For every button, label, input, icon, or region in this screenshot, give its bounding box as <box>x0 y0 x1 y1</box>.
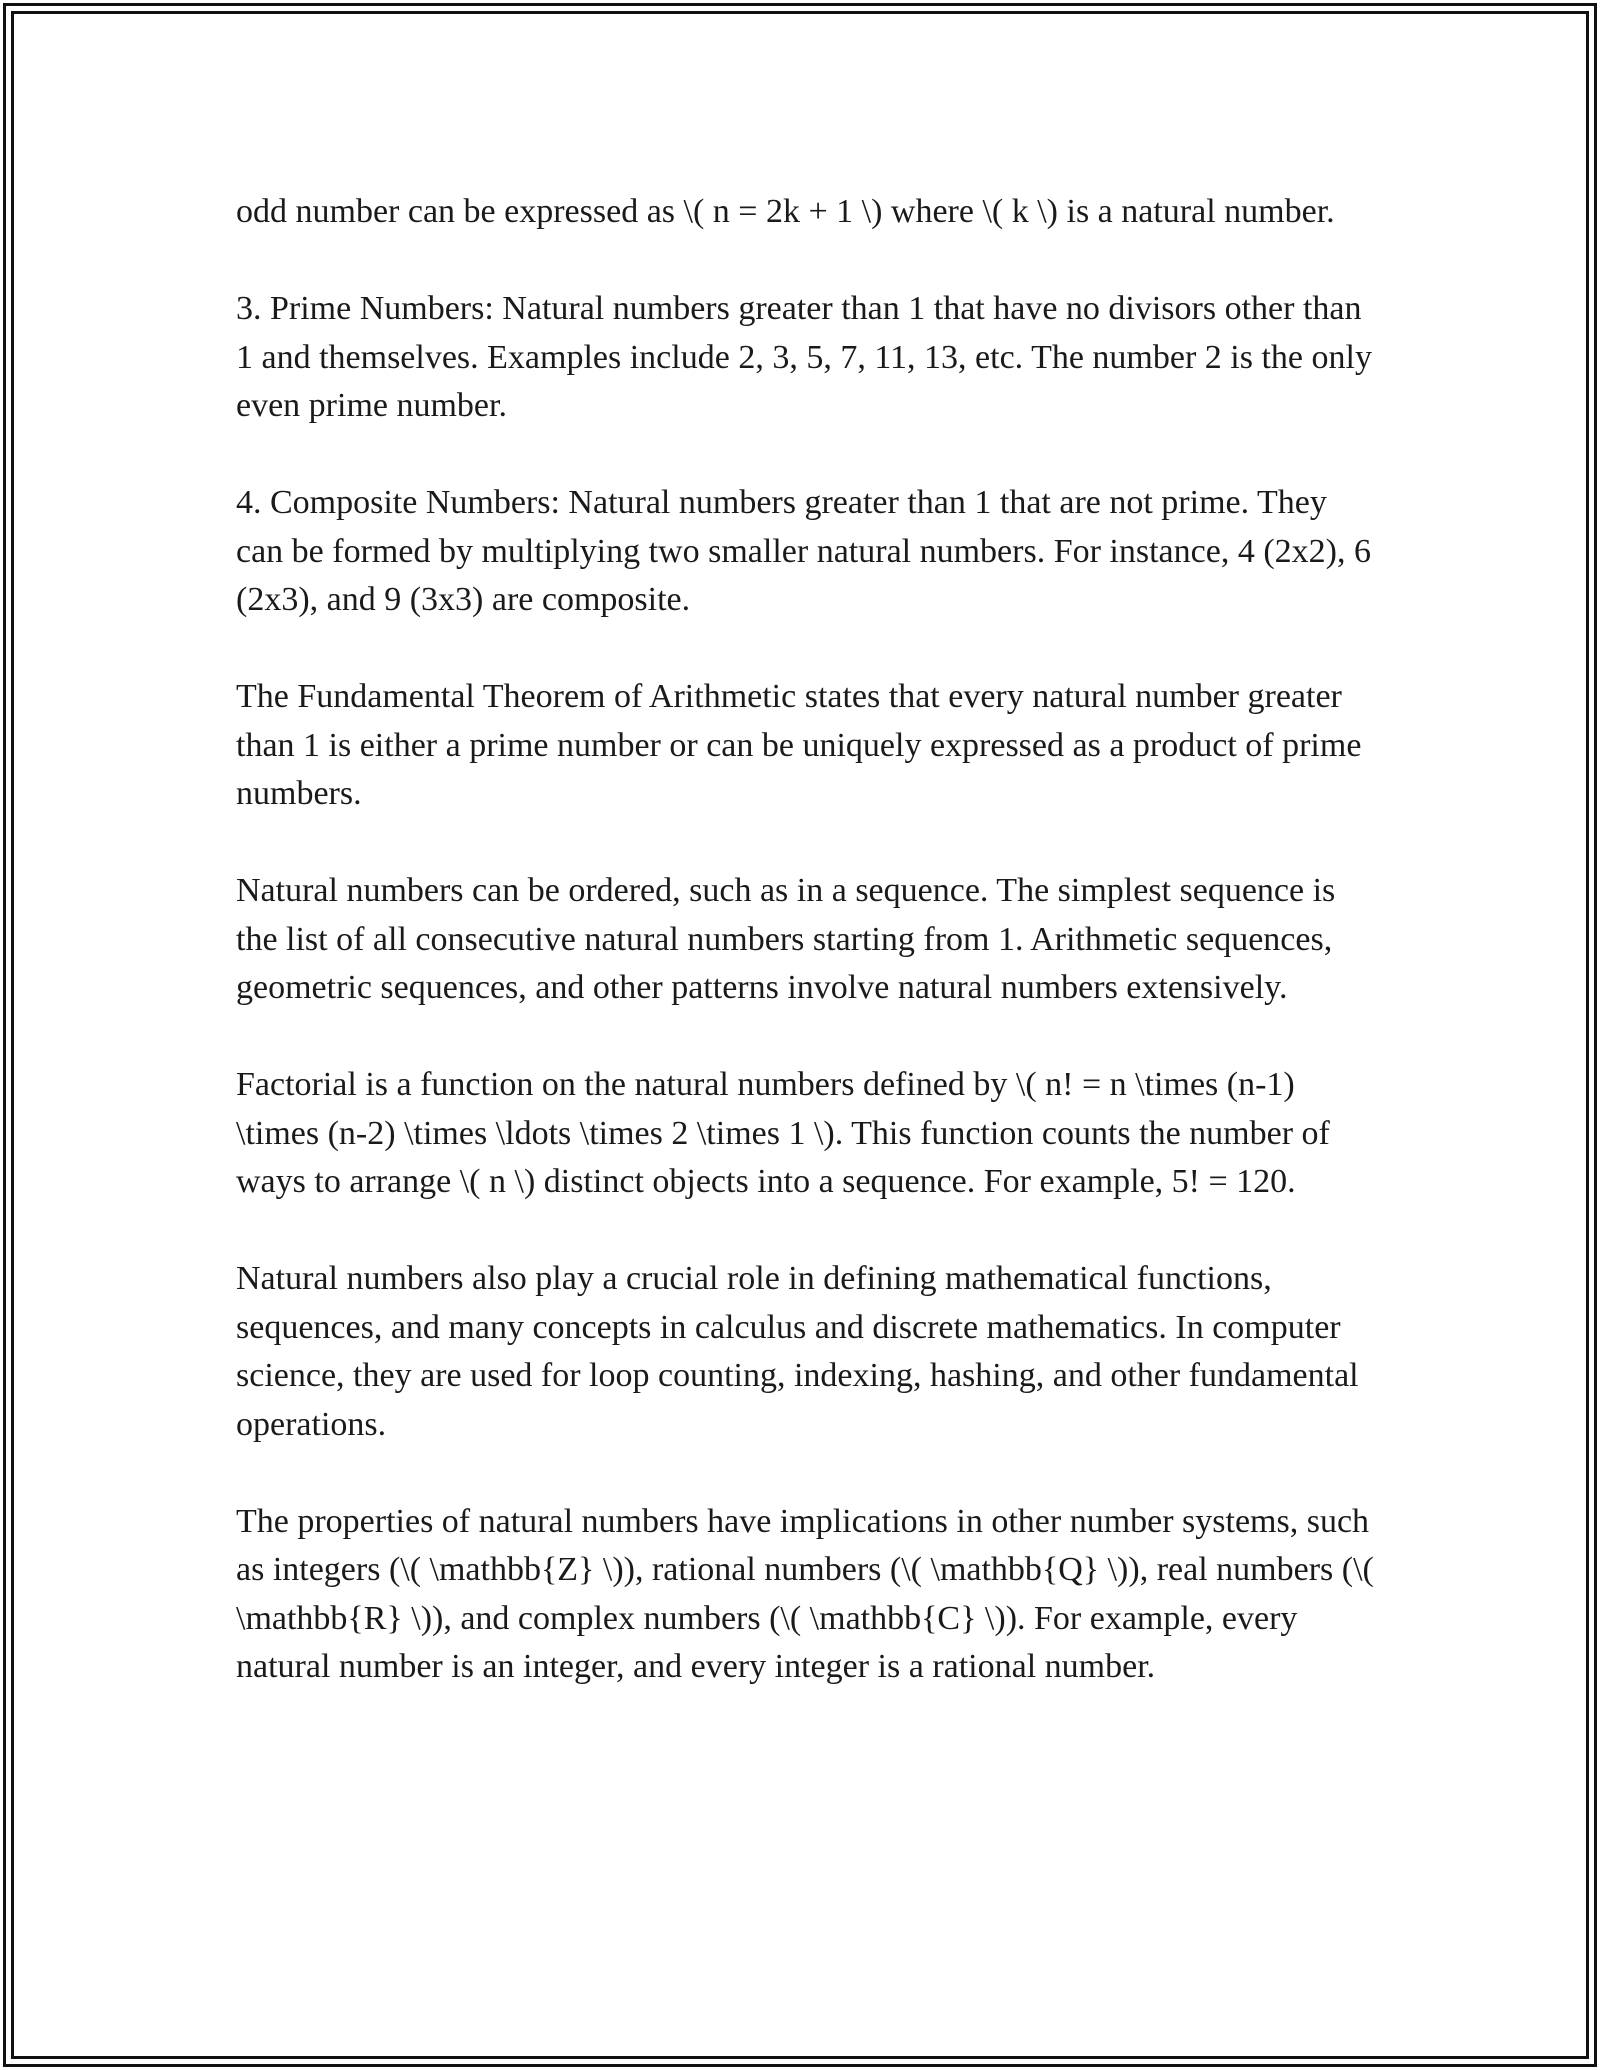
paragraph-odd-number: odd number can be expressed as \( n = 2k + 1 \) where \( k \) is a natural number. <box>236 193 1335 230</box>
paragraph-factorial: Factorial is a function on the natural numbers defined by \( n! = n \times (n-1) \times (n-2) \times \ldots \times 2 \times 1 \). This function counts the number of ways to arrange \( n \) distinct objects into a sequence. For example, 5! = 120. <box>236 1066 1330 1200</box>
paragraph-applications: Natural numbers also play a crucial role in defining mathematical functions, sequences, and many concepts in calculus and discrete mathematics. In computer science, they are used for loop counting, indexing, hashing, and other fundamental operations. <box>236 1260 1359 1443</box>
paragraph-sequences: Natural numbers can be ordered, such as in a sequence. The simplest sequence is the list of all consecutive natural numbers starting from 1. Arithmetic sequences, geometric sequences, and other patterns involve natural numbers extensively. <box>236 872 1336 1006</box>
paragraph-composite-numbers: 4. Composite Numbers: Natural numbers greater than 1 that are not prime. They can be formed by multiplying two smaller natural numbers. For instance, 4 (2x2), 6 (2x3), and 9 (3x3) are composite. <box>236 484 1371 618</box>
paragraph-fundamental-theorem: The Fundamental Theorem of Arithmetic states that every natural number greater than 1 is either a prime number or can be uniquely expressed as a product of prime numbers. <box>236 678 1362 812</box>
paragraph-number-systems: The properties of natural numbers have implications in other number systems, such as integers (\( \mathbb{Z} \)), rational numbers (\( \mathbb{Q} \)), real numbers (\( \mathbb{R} \)), and complex numbers (\( \mathbb{C} \)). For example, every natural number is an integer, and every integer is a rational number. <box>236 1502 1374 1685</box>
document-body <box>236 188 1376 1692</box>
paragraph-prime-numbers: 3. Prime Numbers: Natural numbers greater than 1 that have no divisors other than 1 and themselves. Examples include 2, 3, 5, 7, 11, 13, etc. The number 2 is the only even prime number. <box>236 290 1372 424</box>
